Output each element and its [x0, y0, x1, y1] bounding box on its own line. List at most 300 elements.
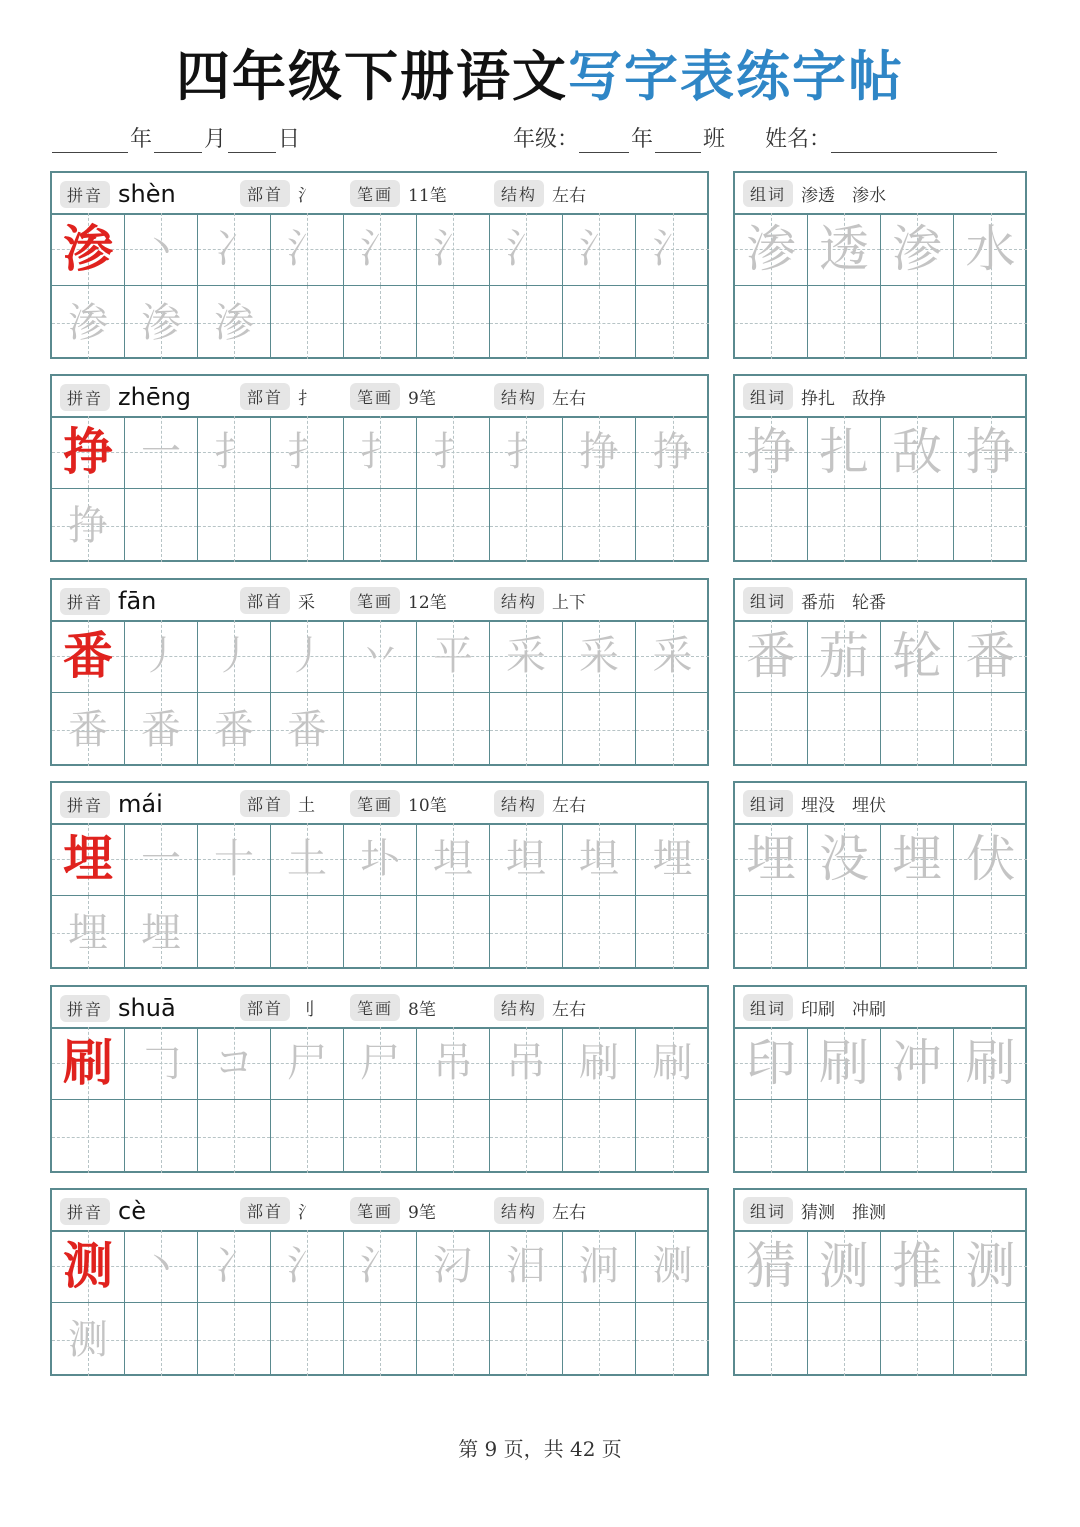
- stroke-order-step: [52, 896, 125, 969]
- character-glyph: 吊: [506, 1040, 546, 1086]
- blank-practice-cell[interactable]: [636, 896, 709, 969]
- blank-practice-cell[interactable]: [563, 286, 636, 359]
- character-glyph: 圤: [360, 836, 400, 882]
- blank-practice-cell[interactable]: [735, 286, 808, 359]
- character-glyph: 刷: [819, 1034, 869, 1092]
- words-value: 埋没 埋伏: [801, 796, 887, 816]
- stroke-order-step: [125, 1027, 198, 1100]
- stroke-order-step: [490, 416, 563, 489]
- stroke-order-step: [198, 416, 271, 489]
- day-label: 日: [278, 127, 301, 152]
- character-glyph: 番: [746, 627, 796, 685]
- stroke-order-step: [636, 416, 709, 489]
- model-character: [52, 1027, 125, 1100]
- model-character: [52, 213, 125, 286]
- character-glyph: 渗: [892, 220, 942, 278]
- stroke-order-step: [198, 620, 271, 693]
- words-value: 番茄 轮番: [801, 593, 887, 613]
- character-glyph: 氵: [652, 226, 693, 272]
- stroke-order-step: [344, 1230, 417, 1303]
- stroke-order-step: [52, 286, 125, 359]
- blank-practice-cell[interactable]: [735, 489, 808, 562]
- structure-tag: 结构: [494, 994, 544, 1021]
- blank-practice-cell[interactable]: [417, 1303, 490, 1376]
- radical-value: 采: [298, 593, 316, 613]
- words-value: 印刷 冲刷: [801, 1000, 887, 1020]
- character-glyph: 扌: [214, 429, 254, 475]
- radical-value: 土: [298, 796, 316, 816]
- character-glyph: 番: [214, 706, 254, 753]
- name-blank[interactable]: [831, 130, 997, 153]
- blank-practice-cell[interactable]: [490, 286, 563, 359]
- structure-tag: 结构: [494, 383, 544, 410]
- stroke-order-step: [417, 823, 490, 896]
- stroke-order-step: [417, 213, 490, 286]
- character-glyph: 氵: [287, 1243, 327, 1289]
- char-info-header: [52, 987, 707, 1029]
- year-blank[interactable]: [52, 130, 128, 153]
- strokes-tag: 笔画: [350, 994, 400, 1021]
- blank-practice-cell[interactable]: [198, 896, 271, 969]
- blank-practice-cell[interactable]: [271, 286, 344, 359]
- structure-tag: 结构: [494, 790, 544, 817]
- character-glyph: 挣: [579, 429, 619, 475]
- structure-value: 左右: [552, 186, 587, 206]
- structure-value: 左右: [552, 389, 587, 409]
- char-practice-box: [50, 171, 709, 359]
- character-glyph: 测: [819, 1237, 869, 1295]
- word-trace-cell: [735, 620, 808, 693]
- blank-practice-cell[interactable]: [490, 896, 563, 969]
- word-info-header: [735, 376, 1025, 418]
- blank-practice-cell[interactable]: [198, 1100, 271, 1173]
- stroke-order-step: [417, 416, 490, 489]
- blank-practice-cell[interactable]: [954, 896, 1027, 969]
- blank-practice-cell[interactable]: [954, 693, 1027, 766]
- word-trace-cell: [735, 416, 808, 489]
- stroke-order-step: [125, 416, 198, 489]
- structure-value: 左右: [552, 1000, 587, 1020]
- grade-year-label: 年: [631, 127, 654, 152]
- blank-practice-cell[interactable]: [344, 896, 417, 969]
- character-glyph: 猜: [746, 1237, 796, 1295]
- blank-practice-cell[interactable]: [417, 489, 490, 562]
- title-part2: 写字表练字帖: [568, 45, 904, 108]
- character-glyph: 汨: [506, 1243, 546, 1289]
- blank-practice-cell[interactable]: [735, 1303, 808, 1376]
- blank-practice-cell[interactable]: [563, 1100, 636, 1173]
- stroke-order-step: [417, 1230, 490, 1303]
- strokes-tag: 笔画: [350, 180, 400, 207]
- character-glyph: 挣: [652, 429, 693, 475]
- blank-practice-cell[interactable]: [808, 1100, 881, 1173]
- character-glyph: 尸: [360, 1040, 400, 1086]
- word-trace-cell: [881, 416, 954, 489]
- character-glyph: 印: [746, 1034, 796, 1092]
- character-glyph: 番: [68, 706, 108, 753]
- strokes-value: 11笔: [408, 186, 447, 206]
- character-glyph: 采: [579, 633, 619, 679]
- blank-practice-cell[interactable]: [808, 286, 881, 359]
- character-glyph: 伏: [965, 830, 1016, 888]
- blank-practice-cell[interactable]: [490, 1303, 563, 1376]
- blank-practice-cell[interactable]: [636, 286, 709, 359]
- word-practice-box: [733, 781, 1027, 969]
- character-glyph: 丶: [141, 1243, 181, 1289]
- pinyin-value: shuā: [118, 994, 176, 1022]
- blank-practice-cell[interactable]: [125, 1303, 198, 1376]
- character-glyph: 土: [287, 836, 327, 882]
- stroke-order-step: [563, 1027, 636, 1100]
- blank-practice-cell[interactable]: [808, 896, 881, 969]
- character-glyph: 刷: [579, 1040, 619, 1086]
- char-practice-box: [50, 985, 709, 1173]
- structure-tag: 结构: [494, 587, 544, 614]
- stroke-order-step: [344, 416, 417, 489]
- blank-practice-cell[interactable]: [490, 489, 563, 562]
- pinyin-value: shèn: [118, 180, 176, 208]
- radical-value: 氵: [298, 186, 316, 206]
- grade-class-label: 班: [703, 127, 726, 152]
- stroke-order-step: [198, 286, 271, 359]
- char-practice-box: [50, 374, 709, 562]
- blank-practice-cell[interactable]: [344, 1100, 417, 1173]
- stroke-order-step: [344, 823, 417, 896]
- stroke-order-step: [636, 1027, 709, 1100]
- strokes-value: 10笔: [408, 796, 447, 816]
- strokes-value: 9笔: [408, 389, 436, 409]
- character-glyph: 扌: [360, 429, 400, 475]
- blank-practice-cell[interactable]: [344, 489, 417, 562]
- stroke-order-step: [125, 693, 198, 766]
- blank-practice-cell[interactable]: [125, 1100, 198, 1173]
- pinyin-value: zhēng: [118, 383, 192, 411]
- blank-practice-cell[interactable]: [563, 1303, 636, 1376]
- character-glyph: 刷: [965, 1034, 1016, 1092]
- word-trace-cell: [808, 620, 881, 693]
- pinyin-tag: 拼音: [60, 995, 110, 1022]
- radical-tag: 部首: [240, 383, 290, 410]
- pinyin-value: fān: [118, 587, 157, 615]
- character-glyph: 渗: [214, 299, 254, 346]
- pinyin-tag: 拼音: [60, 791, 110, 818]
- blank-practice-cell[interactable]: [881, 1100, 954, 1173]
- word-info-header: [735, 783, 1025, 825]
- character-glyph: 水: [965, 220, 1016, 278]
- word-trace-cell: [735, 1230, 808, 1303]
- stroke-order-step: [52, 693, 125, 766]
- structure-value: 左右: [552, 1203, 587, 1223]
- pinyin-tag: 拼音: [60, 384, 110, 411]
- strokes-value: 12笔: [408, 593, 447, 613]
- character-glyph: 测: [652, 1243, 693, 1289]
- word-practice-box: [733, 171, 1027, 359]
- character-glyph: 渗: [141, 299, 181, 346]
- page-title: [0, 34, 1080, 111]
- words-tag: 组词: [743, 180, 793, 207]
- blank-practice-cell[interactable]: [417, 896, 490, 969]
- radical-value: 氵: [298, 1203, 316, 1223]
- blank-practice-cell[interactable]: [808, 489, 881, 562]
- word-trace-cell: [881, 620, 954, 693]
- char-info-header: [52, 1190, 707, 1232]
- blank-practice-cell[interactable]: [417, 693, 490, 766]
- word-info-header: [735, 1190, 1025, 1232]
- char-practice-box: [50, 781, 709, 969]
- character-glyph: 埋: [63, 830, 113, 888]
- blank-practice-cell[interactable]: [636, 1100, 709, 1173]
- stroke-order-step: [198, 693, 271, 766]
- stroke-order-step: [417, 620, 490, 693]
- stroke-order-step: [271, 1027, 344, 1100]
- character-glyph: 渗: [746, 220, 796, 278]
- radical-tag: 部首: [240, 587, 290, 614]
- character-glyph: 吊: [433, 1040, 473, 1086]
- character-glyph: 埋: [892, 830, 942, 888]
- model-character: [52, 416, 125, 489]
- character-glyph: 丿: [141, 633, 181, 679]
- stroke-order-step: [563, 416, 636, 489]
- blank-practice-cell[interactable]: [881, 489, 954, 562]
- stroke-order-step: [563, 823, 636, 896]
- character-glyph: 采: [506, 633, 546, 679]
- character-glyph: 透: [819, 220, 869, 278]
- blank-practice-cell[interactable]: [52, 1100, 125, 1173]
- stroke-order-step: [271, 213, 344, 286]
- blank-practice-cell[interactable]: [954, 489, 1027, 562]
- blank-practice-cell[interactable]: [881, 693, 954, 766]
- character-glyph: 冫: [214, 226, 254, 272]
- character-glyph: 扌: [287, 429, 327, 475]
- words-tag: 组词: [743, 383, 793, 410]
- word-trace-cell: [735, 1027, 808, 1100]
- character-glyph: 番: [287, 706, 327, 753]
- stroke-order-step: [344, 1027, 417, 1100]
- student-line: [513, 122, 997, 153]
- character-glyph: 挣: [68, 502, 108, 549]
- radical-tag: 部首: [240, 790, 290, 817]
- word-trace-cell: [808, 213, 881, 286]
- character-glyph: 扎: [819, 423, 869, 481]
- page-footer: 第 9 页，共 42 页: [458, 1437, 622, 1461]
- character-glyph: 丿: [214, 633, 254, 679]
- character-glyph: 坦: [433, 836, 473, 882]
- strokes-tag: 笔画: [350, 790, 400, 817]
- word-trace-cell: [954, 416, 1027, 489]
- stroke-order-step: [636, 213, 709, 286]
- stroke-order-step: [125, 823, 198, 896]
- pinyin-tag: 拼音: [60, 1198, 110, 1225]
- char-info-header: [52, 783, 707, 825]
- char-info-header: [52, 173, 707, 215]
- blank-practice-cell[interactable]: [881, 1303, 954, 1376]
- model-character: [52, 620, 125, 693]
- character-glyph: 埋: [68, 909, 108, 956]
- character-glyph: 挣: [965, 423, 1016, 481]
- word-trace-cell: [735, 213, 808, 286]
- blank-practice-cell[interactable]: [636, 489, 709, 562]
- blank-practice-cell[interactable]: [271, 896, 344, 969]
- character-glyph: 埋: [652, 836, 693, 882]
- character-glyph: 采: [652, 633, 693, 679]
- char-practice-box: [50, 1188, 709, 1376]
- character-glyph: 冲: [892, 1034, 942, 1092]
- character-glyph: 汈: [433, 1243, 473, 1289]
- character-glyph: 番: [965, 627, 1016, 685]
- character-glyph: 茄: [819, 627, 869, 685]
- blank-practice-cell[interactable]: [735, 1100, 808, 1173]
- character-glyph: 测: [965, 1237, 1016, 1295]
- words-tag: 组词: [743, 1197, 793, 1224]
- grade-label: 年级：: [513, 127, 580, 152]
- word-info-header: [735, 987, 1025, 1029]
- blank-practice-cell[interactable]: [271, 489, 344, 562]
- blank-practice-cell[interactable]: [417, 1100, 490, 1173]
- word-trace-cell: [954, 1230, 1027, 1303]
- strokes-tag: 笔画: [350, 1197, 400, 1224]
- character-glyph: 测: [63, 1237, 113, 1295]
- word-trace-cell: [808, 1027, 881, 1100]
- radical-tag: 部首: [240, 994, 290, 1021]
- stroke-order-step: [271, 620, 344, 693]
- stroke-order-step: [344, 213, 417, 286]
- word-info-header: [735, 580, 1025, 622]
- stroke-order-step: [52, 1303, 125, 1376]
- stroke-order-step: [490, 620, 563, 693]
- blank-practice-cell[interactable]: [490, 693, 563, 766]
- blank-practice-cell[interactable]: [344, 693, 417, 766]
- char-info-header: [52, 376, 707, 418]
- radical-tag: 部首: [240, 1197, 290, 1224]
- structure-value: 左右: [552, 796, 587, 816]
- month-blank[interactable]: [154, 130, 202, 153]
- stroke-order-step: [125, 213, 198, 286]
- stroke-order-step: [125, 896, 198, 969]
- words-value: 挣扎 敌挣: [801, 389, 887, 409]
- words-tag: 组词: [743, 587, 793, 614]
- blank-practice-cell[interactable]: [271, 1303, 344, 1376]
- month-label: 月: [204, 127, 227, 152]
- blank-practice-cell[interactable]: [808, 693, 881, 766]
- blank-practice-cell[interactable]: [808, 1303, 881, 1376]
- year-label: 年: [130, 127, 153, 152]
- word-practice-box: [733, 374, 1027, 562]
- character-glyph: 埋: [141, 909, 181, 956]
- blank-practice-cell[interactable]: [636, 1303, 709, 1376]
- character-glyph: 坦: [506, 836, 546, 882]
- word-info-header: [735, 173, 1025, 215]
- character-glyph: 渗: [63, 220, 113, 278]
- words-tag: 组词: [743, 994, 793, 1021]
- blank-practice-cell[interactable]: [563, 693, 636, 766]
- title-part1: 四年级下册语文: [176, 45, 568, 108]
- word-trace-cell: [954, 213, 1027, 286]
- word-trace-cell: [881, 213, 954, 286]
- day-blank[interactable]: [228, 130, 276, 153]
- blank-practice-cell[interactable]: [125, 489, 198, 562]
- word-practice-box: [733, 1188, 1027, 1376]
- word-practice-box: [733, 578, 1027, 766]
- stroke-order-step: [198, 1027, 271, 1100]
- blank-practice-cell[interactable]: [735, 693, 808, 766]
- word-trace-cell: [735, 823, 808, 896]
- blank-practice-cell[interactable]: [881, 286, 954, 359]
- strokes-tag: 笔画: [350, 383, 400, 410]
- blank-practice-cell[interactable]: [881, 896, 954, 969]
- stroke-order-step: [271, 1230, 344, 1303]
- blank-practice-cell[interactable]: [271, 1100, 344, 1173]
- stroke-order-step: [490, 213, 563, 286]
- character-glyph: コ: [214, 1040, 254, 1086]
- stroke-order-step: [636, 823, 709, 896]
- blank-practice-cell[interactable]: [954, 1100, 1027, 1173]
- blank-practice-cell[interactable]: [735, 896, 808, 969]
- word-trace-cell: [954, 620, 1027, 693]
- stroke-order-step: [636, 1230, 709, 1303]
- stroke-order-step: [125, 286, 198, 359]
- blank-practice-cell[interactable]: [563, 896, 636, 969]
- character-glyph: 氵: [287, 226, 327, 272]
- blank-practice-cell[interactable]: [954, 1303, 1027, 1376]
- stroke-order-step: [563, 620, 636, 693]
- strokes-value: 8笔: [408, 1000, 436, 1020]
- character-glyph: 十: [214, 836, 254, 882]
- character-glyph: 冫: [214, 1243, 254, 1289]
- blank-practice-cell[interactable]: [417, 286, 490, 359]
- blank-practice-cell[interactable]: [344, 1303, 417, 1376]
- grade-blank[interactable]: [579, 130, 629, 153]
- blank-practice-cell[interactable]: [490, 1100, 563, 1173]
- pinyin-tag: 拼音: [60, 181, 110, 208]
- radical-value: 扌: [298, 389, 316, 409]
- blank-practice-cell[interactable]: [954, 286, 1027, 359]
- char-info-header: [52, 580, 707, 622]
- pinyin-value: mái: [118, 790, 163, 818]
- pinyin-value: cè: [118, 1197, 146, 1225]
- blank-practice-cell[interactable]: [344, 286, 417, 359]
- word-trace-cell: [808, 1230, 881, 1303]
- character-glyph: 轮: [892, 627, 942, 685]
- character-glyph: 平: [433, 633, 473, 679]
- character-glyph: 尸: [287, 1040, 327, 1086]
- stroke-order-step: [125, 620, 198, 693]
- blank-practice-cell[interactable]: [636, 693, 709, 766]
- blank-practice-cell[interactable]: [563, 489, 636, 562]
- character-glyph: 扌: [433, 429, 473, 475]
- stroke-order-step: [490, 1230, 563, 1303]
- character-glyph: 挣: [63, 423, 113, 481]
- character-glyph: 泂: [579, 1243, 619, 1289]
- blank-practice-cell[interactable]: [198, 1303, 271, 1376]
- blank-practice-cell[interactable]: [198, 489, 271, 562]
- stroke-order-step: [198, 213, 271, 286]
- stroke-order-step: [271, 693, 344, 766]
- character-glyph: 丷: [360, 633, 400, 679]
- word-trace-cell: [808, 823, 881, 896]
- stroke-order-step: [125, 1230, 198, 1303]
- words-value: 猜测 推测: [801, 1203, 887, 1223]
- model-character: [52, 823, 125, 896]
- character-glyph: 刷: [652, 1040, 693, 1086]
- stroke-order-step: [490, 1027, 563, 1100]
- word-trace-cell: [881, 1027, 954, 1100]
- class-blank[interactable]: [655, 130, 701, 153]
- words-tag: 组词: [743, 790, 793, 817]
- stroke-order-step: [198, 1230, 271, 1303]
- character-glyph: 渗: [68, 299, 108, 346]
- name-label: 姓名：: [765, 127, 832, 152]
- word-trace-cell: [808, 416, 881, 489]
